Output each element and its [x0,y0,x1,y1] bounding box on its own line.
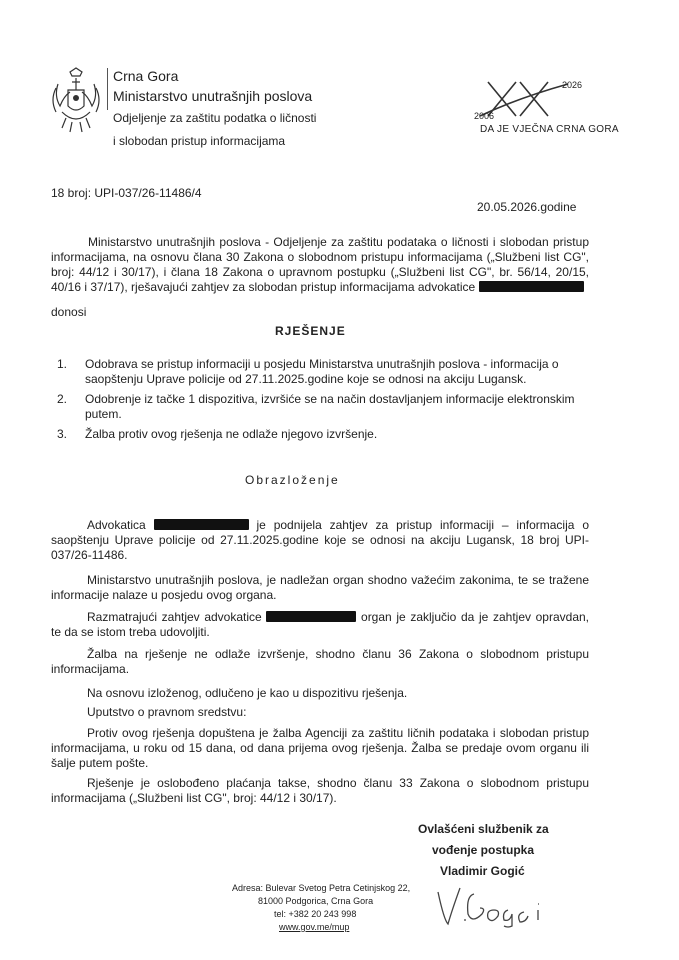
coat-of-arms-emblem [48,66,104,136]
document-date: 20.05.2026.godine [477,200,577,214]
reasoning-paragraph: Rješenje je oslobođeno plaćanja takse, shodno članu 33 Zakona o slobodnom pristupu informacijama („Službeni list CG", broj: 44/12 i 30/17). [51,776,589,805]
signatory-title-line2: vođenje postupka [432,843,535,857]
decision-item-text: Odobrenje iz tačke 1 dispozitiva, izvršiće se na način dostavljanjem informacije elektronskim putem. [85,392,575,421]
ministry-name: Ministarstvo unutrašnjih poslova [113,88,313,104]
reasoning-p3-before: Razmatrajući zahtjev advokatice [87,610,262,624]
header-divider [107,68,108,110]
reasoning-p1-after: je podnijela zahtjev za pristup informaciji – informacija o saopštenju Uprave policije od 27.11.2025.godine koje se odnosi na akciju Lugansk, 18 broj UPI-037/26-11486. [51,518,589,562]
decision-item-number: 2. [57,392,68,406]
redaction-bar [154,519,249,530]
reasoning-title: Obrazloženje [245,473,340,487]
intro-paragraph [51,235,589,295]
reasoning-paragraph: Žalba na rješenje ne odlaže izvršenje, shodno članu 36 Zakona o slobodnom pristupu informacijama. [51,647,589,676]
handwritten-signature [430,880,570,928]
legal-remedy-title: Uputstvo o pravnom sredstvu: [87,705,247,719]
decision-item [57,392,585,422]
decision-item-number: 3. [57,427,68,441]
footer-address-line1: Adresa: Bulevar Svetog Petra Cetinjskog 22, [232,883,411,893]
intro-text: Ministarstvo unutrašnjih poslova - Odjeljenje za zaštitu podataka o ličnosti i slobodan pristup informacijama, na osnovu člana 30 Zakona o slobodnom pristupu informacijama („Službeni list CG", broj: 44/12 i 30/17), i člana 18 Zakona o upravnom postupku („Službeni list CG", br. 56/14, 20/15, 40/16 i 37/17), rješavajući zahtjev za slobodan pristup informacijama advokatice [51,235,589,294]
decision-title: RJEŠENJE [275,324,346,338]
reasoning-p3-after: organ je zaključio da je zahtjev opravdan, te da se istom treba udovoljiti. [51,610,590,639]
footer-address-line2: 81000 Podgorica, Crna Gora [258,896,374,906]
decision-item-number: 1. [57,357,68,371]
reasoning-paragraph: Protiv ovog rješenja dopuštena je žalba Agenciji za zaštitu ličnih podataka i slobodan pristup informacijama, u roku od 15 dana, od dana prijema ovog rješenja. Žalba se predaje ovom organu ili šalje putem pošte. [51,726,589,770]
signatory-name: Vladimir Gogić [440,864,525,878]
redaction-bar [479,281,584,292]
reasoning-paragraph [51,518,589,563]
intro-closing: donosi [51,305,87,319]
decision-item-text: Odobrava se pristup informaciji u posjedu Ministarstva unutrašnjih poslova - informacija o saopštenju Uprave policije od 27.11.2025.godine koje se odnosi na akciju Lugansk. [85,357,559,386]
footer-website: www.gov.me/mup [279,922,350,932]
department-line2: i slobodan pristup informacijama [113,134,286,148]
decision-item [57,427,585,442]
anniversary-year-start: 2006 [474,111,495,121]
department-line1: Odjeljenje za zaštitu podatka o ličnosti [113,111,317,125]
reference-number: 18 broj: UPI-037/26-11486/4 [51,186,202,200]
signatory-title-line1: Ovlašćeni službenik za [418,822,549,836]
reasoning-paragraph [51,610,589,640]
reasoning-paragraph: Na osnovu izloženog, odlučeno je kao u dispozitivu rješenja. [87,686,408,700]
anniversary-year-end: 2026 [562,80,583,90]
decision-item [57,357,585,387]
anniversary-motto: DA JE VJEČNA CRNA GORA [480,124,619,135]
footer-phone: tel: +382 20 243 998 [274,909,357,919]
redaction-bar [266,611,356,622]
reasoning-paragraph: Ministarstvo unutrašnjih poslova, je nadležan organ shodno važećim zakonima, te se tražene informacije nalaze u posjedu ovog organa. [51,573,589,602]
reasoning-p1-before: Advokatica [87,518,146,532]
country-name: Crna Gora [113,68,179,84]
decision-item-text: Žalba protiv ovog rješenja ne odlaže njegovo izvršenje. [85,427,378,441]
